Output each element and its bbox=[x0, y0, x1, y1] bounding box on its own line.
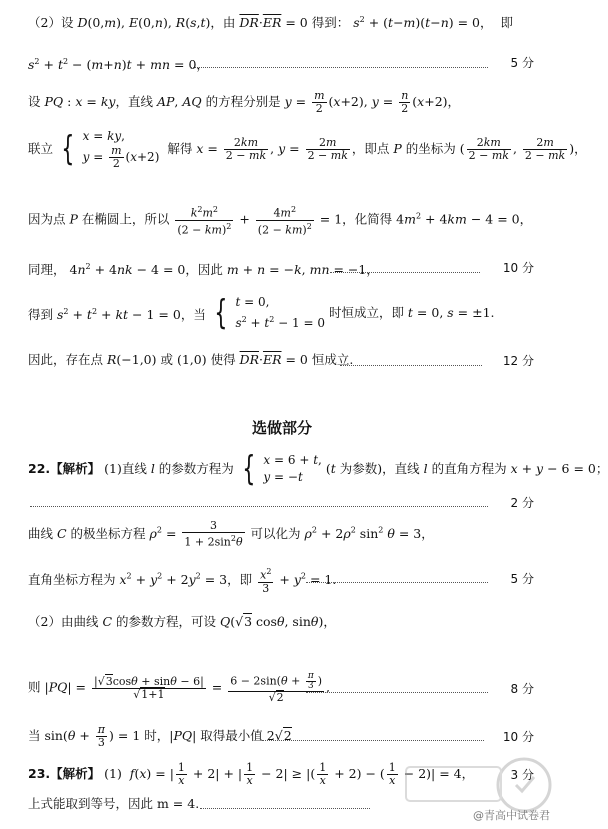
score-label: 10 分 bbox=[502, 261, 534, 275]
get-line: 得到 $s^2 + t^2$ + kt − 1 = 0，当 { t = 0, $s^2 + t^2 - 1 = 0$ 时恒成立，即 t = 0, s = ±1. bbox=[28, 293, 495, 333]
min-line: 当 sin(θ + $\frac{\pi}{3}$ ) = 1 时，|PQ| 取得最小值 2√2 bbox=[28, 723, 292, 749]
leader-dots bbox=[306, 692, 488, 693]
leader-dots bbox=[30, 506, 488, 507]
intro-text: （2）设 D(0,m), E(0,n), R(s,t)，由 $\overline{DR}\cdot\overline{ER} = 0$ 得到： $s^2 + (t-m)(t-n) = 0$， 即 bbox=[28, 15, 513, 31]
rect-line: 直角坐标方程为 $x^2 + y^2 + 2y^2 = 3$，即 $\frac{x^2}{3}$ + $y^2 = 1$. bbox=[28, 567, 337, 595]
system-label: 联立 bbox=[28, 141, 54, 156]
score-label: 5 分 bbox=[510, 572, 534, 586]
leader-dots bbox=[306, 582, 488, 583]
param-system: x = 6 + t, y = −t bbox=[263, 453, 322, 484]
score-label: 2 分 bbox=[510, 496, 534, 510]
score-label: 5 分 bbox=[510, 56, 534, 70]
system-line: 联立 { x = ky, y = $\frac{m}{2}$ (x+2) 解得 x = $\frac{2km}{2 - mk}$ , y = $\frac{2m}{2 - mk}$ ，即点 P 的坐标为 ( $\frac{2km}{2 - mk}$ , $\frac{2m}{2 - mk}$ )， bbox=[28, 129, 587, 170]
score-label: 10 分 bbox=[502, 730, 534, 744]
equation-system: x = ky, y = $\frac{m}{2}$ (x+2) bbox=[82, 129, 160, 170]
ellipse-line: 因为点 P 在椭圆上，所以 $\frac{k^2m^2}{(2 - km)^2}$ + $\frac{4m^2}{(2 - km)^2}$ = 1，化简得 $4m^2 + 4km - 4 = 0$， bbox=[28, 205, 533, 237]
q22-line1: 22.【解析】 (1)直线 l 的参数方程为 { x = 6 + t, y = −t (t 为参数)，直线 l 的直角方程为 x + y − 6 = 0； bbox=[28, 449, 608, 489]
polar-line: 曲线 C 的极坐标方程 $\rho^2$ = $\frac{3}{1 + 2\sin^2\theta}$ 可以化为 $\rho^2 + 2\rho^2$ $\sin^2 \theta = 3$， bbox=[28, 519, 434, 549]
same-line: 同理， $4n^2 + 4nk - 4 = 0$，因此 m + n = −k, mn = −1， bbox=[28, 262, 379, 278]
intro-line bbox=[28, 12, 513, 31]
condition-system: t = 0, $s^2 + t^2 - 1 = 0$ bbox=[235, 295, 325, 330]
eq1-line: $s^2 + t^2 - (m+n)t$ + mn = 0， bbox=[28, 57, 209, 73]
leader-dots bbox=[340, 365, 482, 366]
leader-dots bbox=[190, 67, 488, 68]
q23-line1: 23.【解析】 (1) f(x) = | $\frac{1}{x}$ + 2| + | $\frac{1}{x}$ − 2| ≥ |( $\frac{1}{x}$ + 2) − ( $\frac{1}{x}$ − 2)| = 4， bbox=[28, 761, 475, 787]
part2-line: （2）由曲线 C 的参数方程，可设 Q(√3 cosθ, sinθ)， bbox=[28, 614, 336, 629]
watermark-text: @青高中试卷君 bbox=[473, 809, 550, 822]
leader-dots bbox=[262, 740, 484, 741]
q23-line2: 上式能取到等号，因此 m = 4. bbox=[28, 796, 200, 811]
score-label: 8 分 bbox=[510, 682, 534, 696]
conclusion-line: 因此，存在点 R(−1,0) 或 (1,0) 使得 $\overline{DR}\cdot\overline{ER} = 0$ 恒成立. bbox=[28, 352, 354, 367]
distance-line: 则 |PQ| = $\frac{|√3\cos\theta + \sin\theta - 6|}{√1+1}$ = 6 − 2sin(θ + $\frac{\pi}{3}$ ) √2 , bbox=[28, 671, 331, 704]
section-title: 选做部分 bbox=[251, 419, 312, 437]
q23-label: 23.【解析】 bbox=[28, 766, 101, 781]
score-label: 3 分 bbox=[510, 768, 534, 782]
setpq-line: 设 PQ : x = ky，直线 AP, AQ 的方程分别是 y = $\frac{m}{2}$ (x+2), y = $\frac{n}{2}$ (x+2)， bbox=[28, 89, 461, 115]
leader-dots bbox=[200, 808, 370, 809]
score-label: 12 分 bbox=[502, 354, 534, 368]
leader-dots bbox=[330, 272, 480, 273]
q22-label: 22.【解析】 bbox=[28, 461, 101, 476]
